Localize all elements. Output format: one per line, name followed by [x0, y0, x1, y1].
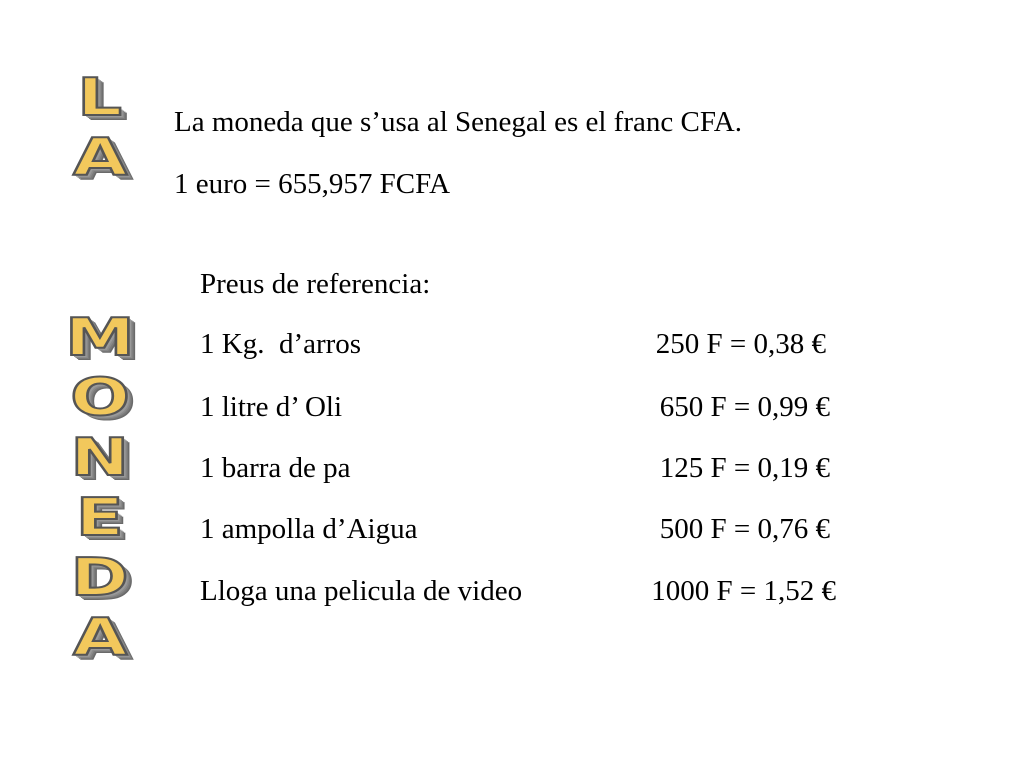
intro-exchange-rate: 1 euro = 655,957 FCFA	[174, 168, 451, 200]
wordart-letter: A	[72, 128, 128, 188]
wordart-letter: E	[76, 488, 124, 548]
wordart-letter: D	[70, 548, 130, 608]
prices-heading: Preus de referencia:	[200, 268, 431, 300]
wordart-letter: N	[70, 428, 130, 488]
wordart-letter: O	[70, 368, 130, 428]
price-item-label: 1 ampolla d’Aigua	[200, 513, 418, 545]
price-item-label: Lloga una pelicula de video	[200, 575, 523, 607]
price-value: 125 F = 0,19 €	[659, 452, 830, 484]
price-row-rice	[200, 330, 840, 364]
wordart-title-moneda	[60, 308, 140, 672]
wordart-title-la	[60, 68, 140, 192]
price-value: 650 F = 0,99 €	[659, 391, 830, 423]
price-value: 250 F = 0,38 €	[655, 328, 826, 360]
price-value: 1000 F = 1,52 €	[651, 575, 836, 607]
price-item-label: 1 litre d’ Oli	[200, 391, 343, 423]
wordart-letter: M	[65, 308, 135, 368]
price-row-video-rental	[200, 577, 840, 611]
price-row-oil	[200, 393, 840, 427]
wordart-letter: L	[77, 68, 123, 128]
intro-currency-text: La moneda que s’usa al Senegal es el franc CFA.	[174, 106, 742, 138]
price-row-water	[200, 515, 840, 549]
price-row-bread	[200, 454, 840, 488]
price-item-label: 1 barra de pa	[200, 452, 351, 484]
price-item-label: 1 Kg. d’arros	[200, 328, 362, 360]
price-value: 500 F = 0,76 €	[659, 513, 830, 545]
wordart-letter: A	[72, 608, 128, 668]
